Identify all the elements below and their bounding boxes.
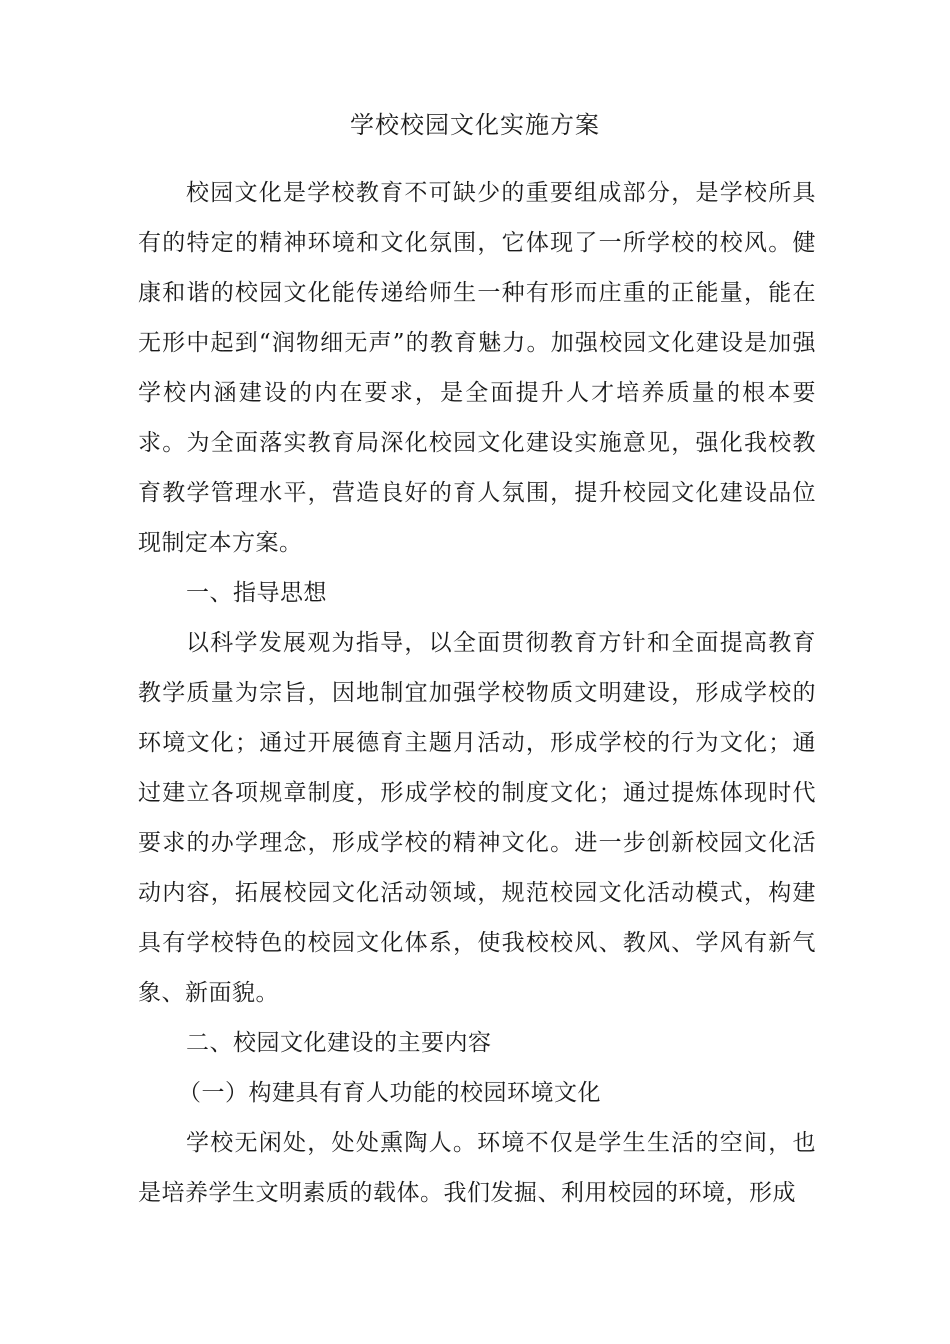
intro-paragraph: 校园文化是学校教育不可缺少的重要组成部分，是学校所具有的特定的精神环境和文化氛围，它体现了一所学校的校风。健康和谐的校园文化能传递给师生一种有形而庄重的正能量，能在无形中起到“润物细无声”的教育魅力。加强校园文化建设是加强学校内涵建设的内在要求，是全面提升人才培养质量的根本要求。为全面落实教育局深化校园文化建设实施意见，强化我校教育教学管理水平，营造良好的育人氛围，提升校园文化建设品位现制定本方案。	[138, 180, 816, 556]
section-heading-main-content: 二、校园文化建设的主要内容	[186, 1030, 492, 1056]
document-title: 学校校园文化实施方案	[350, 111, 600, 139]
document-body	[138, 168, 816, 1218]
guiding-ideology-paragraph: 以科学发展观为指导，以全面贯彻教育方针和全面提高教育教学质量为宗旨，因地制宜加强学校物质文明建设，形成学校的环境文化；通过开展德育主题月活动，形成学校的行为文化；通过建立各项规章制度，形成学校的制度文化；通过提炼体现时代要求的办学理念，形成学校的精神文化。进一步创新校园文化活动内容，拓展校园文化活动领域，规范校园文化活动模式，构建具有学校特色的校园文化体系，使我校校风、教风、学风有新气象、新面貌。	[138, 630, 816, 1006]
section-heading-guiding-ideology: 一、指导思想	[186, 580, 327, 606]
environment-culture-paragraph: 学校无闲处，处处熏陶人。环境不仅是学生生活的空间，也是培养学生文明素质的载体。我们发掘、利用校园的环境，形成	[138, 1130, 816, 1206]
subsection-heading-environment-culture: （一）构建具有育人功能的校园环境文化	[178, 1080, 601, 1106]
